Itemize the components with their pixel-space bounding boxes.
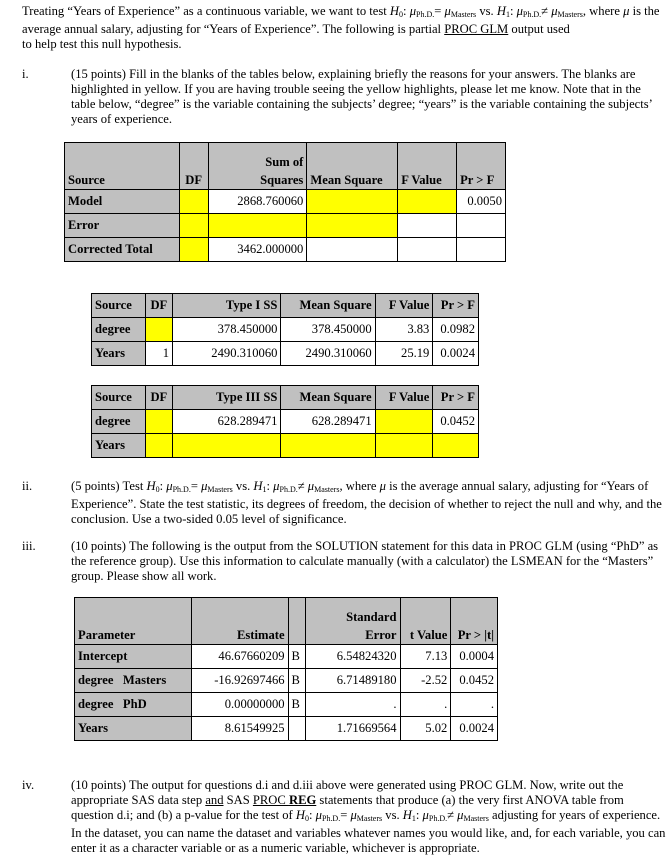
blank-error-df[interactable] (179, 214, 208, 238)
type3-row-degree: degree 628.289471 628.289471 0.0452 (92, 410, 479, 434)
intro-paragraph: Treating “Years of Experience” as a continuous variable, we want to test $H_0$: $\mu_{Ph.D.}= \mu_{Masters}$ vs. $H_1$: $\mu_{Ph.D.}\ne \mu_{Masters}$, where μ is the average annual salary, adjusting for “Years of Experience”. The following is partial PROC GLM output used to help test this null hypothesis. (22, 4, 660, 51)
blank-type3-degree-df[interactable] (145, 410, 172, 434)
type1-table (91, 293, 479, 366)
anova-row-model: Model 2868.760060 0.0050 (65, 190, 506, 214)
question-iii-text: (10 points) The following is the output from the SOLUTION statement for this data in PROC GLM (using “PhD” as the reference group). Use this information to calculate manually (with a calculator) the LSMEAN for the “Masters” group. Please show all work. (71, 539, 659, 583)
blank-total-df[interactable] (179, 238, 208, 262)
question-iii-number: iii. (22, 539, 36, 553)
blank-model-f[interactable] (398, 190, 457, 214)
question-ii-number: ii. (22, 479, 33, 493)
anova-header-row: Source DF Sum of Squares Mean Square F Value Pr > F (65, 143, 506, 190)
blank-type3-degree-f[interactable] (375, 410, 433, 434)
type1-row-years: Years 1 2490.310060 2490.310060 25.19 0.0024 (92, 342, 479, 366)
question-ii-text: (5 points) Test $H_0$: $\mu_{Ph.D.}= \mu_{Masters}$ vs. $H_1$: $\mu_{Ph.D.}\ne \mu_{Masters}$, where μ is the average annual salary, adjusting for “Years of Experience”. State the test statistic, its degrees of freedom, the decision of whether to reject the null and why, and the conclusion. Use a two-sided 0.05 level of significance. (71, 479, 662, 526)
param-header-row: Parameter Estimate Standard Error t Value Pr > |t| (75, 598, 498, 645)
blank-model-df[interactable] (179, 190, 208, 214)
blank-error-ms[interactable] (307, 214, 398, 238)
anova-row-error: Error (65, 214, 506, 238)
type3-table (91, 385, 479, 458)
type1-row-degree: degree 378.450000 378.450000 3.83 0.0982 (92, 318, 479, 342)
blank-type3-years-df[interactable] (145, 434, 172, 458)
param-row-intercept: Intercept 46.67660209 B 6.54824320 7.13 0.0004 (75, 645, 498, 669)
parameter-table (74, 597, 498, 741)
question-i-number: i. (22, 67, 29, 81)
anova-table (64, 142, 506, 262)
type3-header-row: Source DF Type III SS Mean Square F Value Pr > F (92, 386, 479, 410)
param-row-years: Years 8.61549925 1.71669564 5.02 0.0024 (75, 717, 498, 741)
type1-header-row: Source DF Type I SS Mean Square F Value Pr > F (92, 294, 479, 318)
anova-row-total: Corrected Total 3462.000000 (65, 238, 506, 262)
param-row-masters: degree Masters -16.92697466 B 6.71489180 -2.52 0.0452 (75, 669, 498, 693)
blank-type3-years-ss[interactable] (173, 434, 281, 458)
question-i-text: (15 points) Fill in the blanks of the tables below, explaining briefly the reasons for your answers. The blanks are highlighted in yellow. If you are having trouble seeing the yellow highlights, please let me know. Note that in the table below, “degree” is the variable containing the subjects’ degree; “years” is the variable containing the subjects’ years of experience. (71, 67, 652, 126)
blank-type3-years-p[interactable] (433, 434, 479, 458)
blank-error-ss[interactable] (208, 214, 307, 238)
blank-model-ms[interactable] (307, 190, 398, 214)
blank-type3-years-f[interactable] (375, 434, 433, 458)
type3-row-years: Years (92, 434, 479, 458)
question-iv-text: (10 points) The output for questions d.i and d.iii above were generated using PROC GLM. Now, write out the appropriate SAS data step and SAS PROC REG statements that produce (a) the very first ANOVA table from question d.i; and (b) a p-value for the test of $H_0$: $\mu_{Ph.D.}= \mu_{Masters}$ vs. $H_1$: $\mu_{Ph.D.}\ne \mu_{Masters}$ adjusting for years of experience. In the dataset, you can name the dataset and variables whatever names you would like, and, for each variable, you can enter it as a character variable or as a numeric variable, whichever is appropriate. (71, 778, 666, 855)
blank-type3-years-ms[interactable] (281, 434, 375, 458)
proc-glm-link: PROC GLM (444, 22, 509, 36)
param-row-phd: degree PhD 0.00000000 B . . . (75, 693, 498, 717)
question-iv-number: iv. (22, 778, 35, 792)
blank-type1-degree-df[interactable] (145, 318, 172, 342)
